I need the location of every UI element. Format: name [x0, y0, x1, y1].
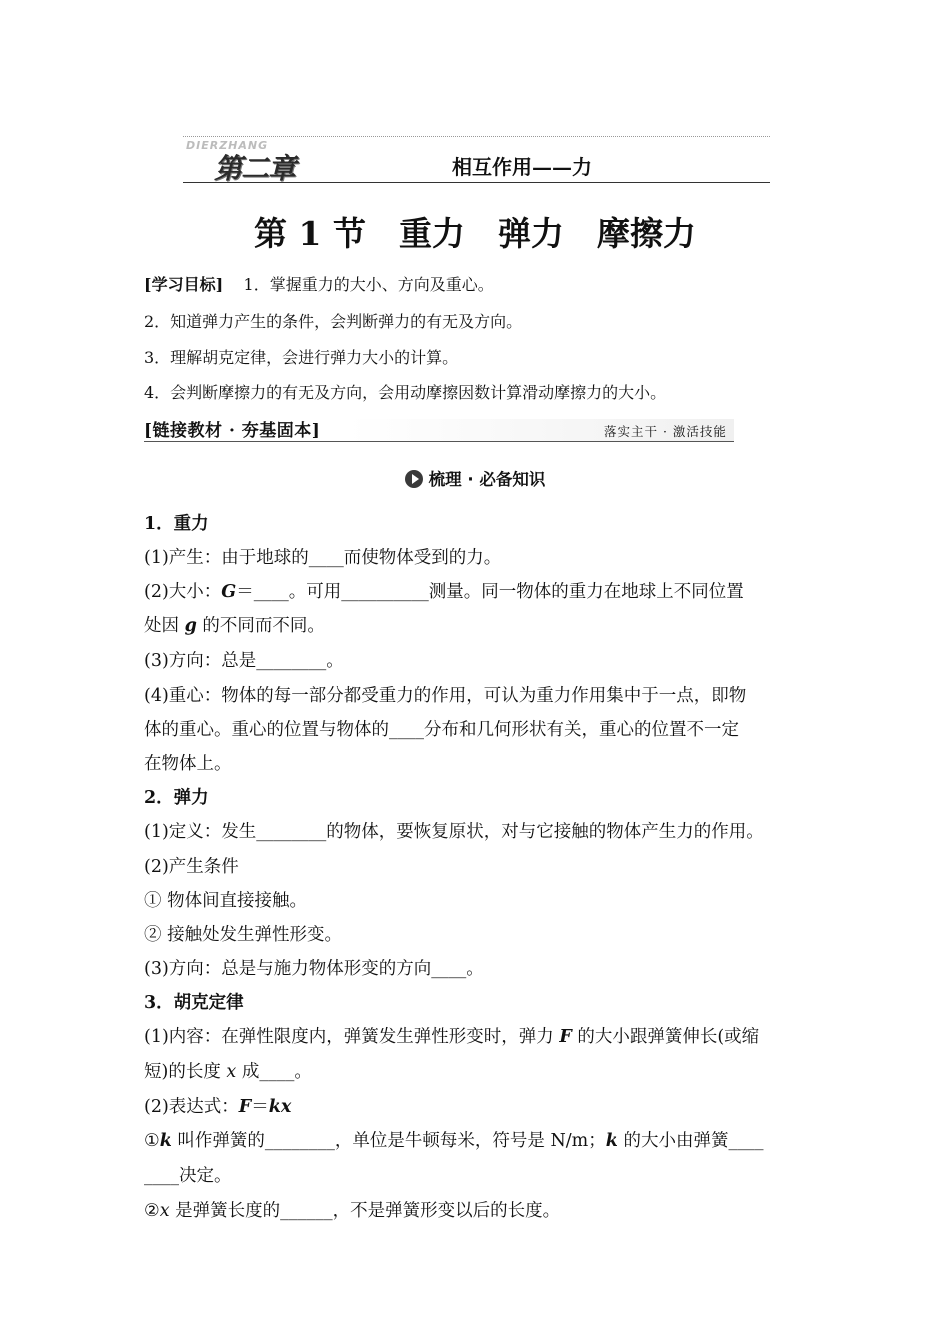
section-heading-gravity: 1．重力 — [144, 514, 209, 534]
goal-item: 3．理解胡克定律，会进行弹力大小的计算。 — [144, 348, 459, 367]
text-run: 处因 — [144, 616, 185, 636]
paragraph — [144, 1058, 312, 1083]
banner-rule — [144, 441, 734, 442]
section-heading-elastic: 2．弹力 — [144, 788, 209, 808]
text-run: (2)大小： — [144, 582, 222, 602]
symbol-f: F — [559, 1027, 572, 1047]
symbol-g-upper: G — [221, 582, 237, 602]
symbol-x: x — [159, 1201, 170, 1221]
paragraph: (3)方向：总是________。 — [144, 651, 344, 671]
symbol-kx: kx — [268, 1097, 292, 1117]
text-run: ② — [144, 1201, 160, 1221]
text-run: (2)表达式： — [144, 1097, 239, 1117]
banner-right-label: 落实主干 · 激活技能 — [604, 424, 727, 439]
section-title: 第 1 节 重力 弹力 摩擦力 — [254, 214, 696, 253]
paragraph: (1)定义：发生________的物体，要恢复原状，对与它接触的物体产生力的作用。 — [144, 822, 764, 842]
text-run: 的大小由弹簧____ — [617, 1131, 764, 1151]
paragraph — [144, 612, 325, 637]
text-run: 的不同而不同。 — [196, 616, 325, 636]
subheading — [0, 466, 950, 490]
symbol-x: x — [226, 1062, 237, 1082]
goal-item: 2．知道弹力产生的条件，会判断弹力的有无及方向。 — [144, 312, 523, 331]
play-circle-icon — [405, 470, 423, 488]
list-item: ② 接触处发生弹性形变。 — [144, 925, 343, 945]
paragraph: (2)产生条件 — [144, 857, 239, 877]
text-run: (1)内容：在弹性限度内，弹簧发生弹性形变时，弹力 — [144, 1027, 560, 1047]
list-item: ① 物体间直接接触。 — [144, 891, 308, 911]
paragraph: (1)产生：由于地球的____而使物体受到的力。 — [144, 548, 502, 568]
text-run: 成____。 — [236, 1062, 312, 1082]
text-run: 是弹簧长度的______，不是弹簧形变以后的长度。 — [169, 1201, 561, 1221]
chapter-top-rule — [183, 136, 770, 137]
symbol-g: g — [184, 616, 197, 636]
subheading-text: 梳理 · 必备知识 — [428, 470, 546, 489]
banner-left-label: [链接教材 · 夯基固本] — [144, 421, 321, 441]
goal-item: 1．掌握重力的大小、方向及重心。 — [243, 275, 494, 294]
symbol-f: F — [238, 1097, 252, 1117]
goals-label: [学习目标] — [144, 275, 224, 294]
paragraph: (3)方向：总是与施力物体形变的方向____。 — [144, 959, 484, 979]
paragraph: ____决定。 — [144, 1166, 232, 1186]
paragraph: 体的重心。重心的位置与物体的____分布和几何形状有关，重心的位置不一定 — [144, 720, 739, 740]
goal-line-1 — [144, 272, 494, 295]
symbol-k: k — [605, 1131, 618, 1151]
text-run: 叫作弹簧的________，单位是牛顿每米，符号是 N/m； — [171, 1131, 606, 1151]
text-run: ① — [144, 1131, 160, 1151]
paragraph: (4)重心：物体的每一部分都受重力的作用，可认为重力作用集中于一点，即物 — [144, 686, 747, 706]
symbol-k: k — [159, 1131, 172, 1151]
text-run: ＝____。可用__________测量。同一物体的重力在地球上不同位置 — [236, 582, 744, 602]
text-run: 短)的长度 — [144, 1062, 227, 1082]
paragraph — [144, 1093, 291, 1118]
paragraph: 在物体上。 — [144, 754, 232, 774]
paragraph — [144, 578, 744, 603]
text-run: 的大小跟弹簧伸长(或缩 — [571, 1027, 760, 1047]
paragraph — [144, 1127, 763, 1152]
chapter-label: 第二章 — [214, 152, 296, 185]
chapter-title: 相互作用——力 — [452, 155, 592, 179]
paragraph — [144, 1023, 759, 1048]
goal-item: 4．会判断摩擦力的有无及方向，会用动摩擦因数计算滑动摩擦力的大小。 — [144, 383, 667, 402]
chapter-bottom-rule — [183, 182, 770, 183]
paragraph — [144, 1197, 560, 1222]
section-heading-hooke: 3．胡克定律 — [144, 993, 244, 1013]
text-run: ＝ — [251, 1097, 269, 1117]
chapter-pinyin: DIERZHANG — [186, 139, 269, 152]
